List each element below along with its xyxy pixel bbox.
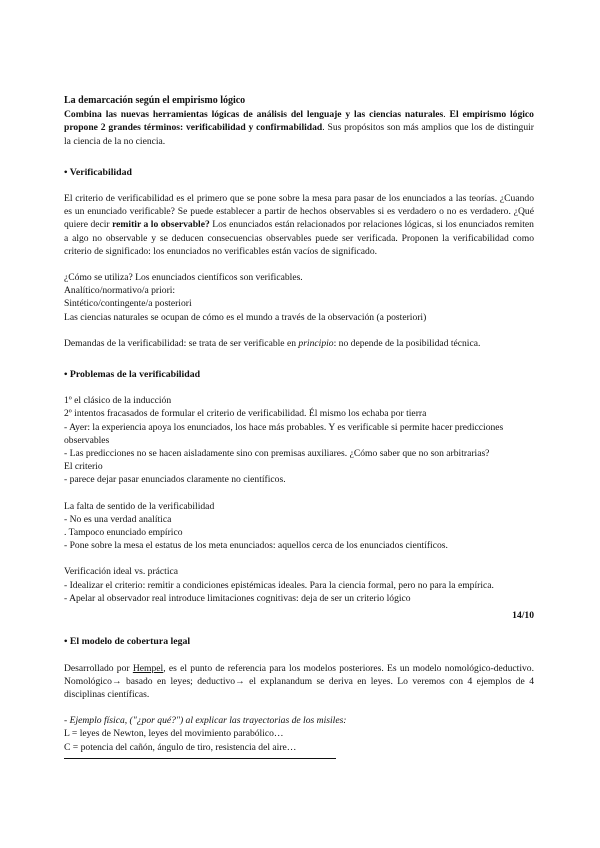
- intro-bold-1: Combina las nuevas herramientas lógicas de análisis del lenguaje y las ciencias naturales: [64, 109, 444, 121]
- text-line: La falta de sentido de la verificabilidad: [64, 500, 215, 512]
- document-body: [64, 94, 534, 759]
- section-heading-verificabilidad: • Verificabilidad: [64, 166, 132, 178]
- intro-rest: . Sus propósitos son más amplios que los de distinguir la ciencia de la no ciencia.: [64, 122, 534, 147]
- text-line: . Tampoco enunciado empírico: [64, 527, 183, 539]
- text-line: Verificación ideal vs. práctica: [64, 566, 179, 578]
- intro-bold-2: El empirismo lógico propone 2 grandes términos: verificabilidad y confirmabilidad: [64, 109, 534, 134]
- italic-span: - Ejemplo física, ("¿por qué?") al explicar las trayectorias de los misiles:: [64, 715, 347, 727]
- text-line: - Las predicciones no se hacen aisladamente sino con premisas auxiliares. ¿Cómo saber que no son arbitrarias?: [64, 448, 490, 460]
- page-number: 14/10: [512, 610, 534, 622]
- cobertura-paragraph: [64, 662, 534, 702]
- text-line: Sintético/contingente/a posteriori: [64, 298, 192, 310]
- text-line: - Apelar al observador real introduce limitaciones cognitivas: deja de ser un criterio lógico: [64, 592, 411, 604]
- section-heading-problemas: • Problemas de la verificabilidad: [64, 369, 201, 381]
- text-line: 2º intentos fracasados de formular el criterio de verificabilidad. Él mismo los echaba por tierra: [64, 408, 427, 420]
- italic-span: principio: [298, 337, 334, 349]
- text-line: - Pone sobre la mesa el estatus de los meta enunciados: aquellos cerca de los enunciados científicos.: [64, 540, 448, 552]
- para-text: El criterio de verificabilidad es el primero que se pone sobre la mesa para pasar de los enunciados a las teorías. ¿Cuando es un enunciado verificable? Se puede establecer a partir de hechos observables si es verdadero o no es verdadero. ¿Qué quiere decir: [64, 193, 534, 231]
- example-line: [64, 714, 534, 727]
- text-line: El criterio: [64, 461, 103, 473]
- hempel-underlined: Hempel: [132, 662, 164, 674]
- text-line: C = potencia del cañón, ángulo de tiro, resistencia del aire…: [64, 741, 297, 753]
- text-span: Demandas de la verificabilidad: se trata de ser verificable en: [64, 337, 299, 349]
- intro-paragraph: Combina las nuevas herramientas lógicas de análisis del lenguaje y las ciencias naturales. El empirismo lógico propone 2 grandes términos: verificabilidad y confirmabilidad. Sus propósitos son más amplios que los de distinguir la ciencia de la no ciencia.: [64, 109, 534, 147]
- horizontal-rule: [64, 758, 336, 759]
- text-line: - No es una verdad analítica: [64, 513, 172, 525]
- para-bold: remitir a lo observable?: [112, 219, 210, 231]
- text-line: L = leyes de Newton, leyes del movimiento parabólico…: [64, 728, 284, 740]
- doc-title: La demarcación según el empirismo lógico: [64, 95, 246, 106]
- text-line: Las ciencias naturales se ocupan de cómo es el mundo a través de la observación (a posteriori): [64, 311, 427, 323]
- section-heading-cobertura-legal: • El modelo de cobertura legal: [64, 636, 191, 648]
- para-text: Desarrollado por: [64, 662, 133, 674]
- text-line: - Idealizar el criterio: remitir a condiciones epistémicas ideales. Para la ciencia formal, pero no para la empírica.: [64, 579, 494, 591]
- para-text: Los enunciados están relacionados por relaciones lógicas, si los enunciados remiten a algo no observable y se deducen consecuencias observables puede ser verificada. Proponen la verificabilidad como criterio de significado: los enunciados no verificables están vacíos de significado.: [64, 219, 534, 257]
- text-line: - parece dejar pasar enunciados claramente no científicos.: [64, 474, 286, 486]
- text-line: ¿Cómo se utiliza? Los enunciados científicos son verificables.: [64, 272, 303, 284]
- text-line: - Ayer: la experiencia apoya los enunciados, los hace más probables. Y es verificable si permite hacer predicciones observables: [64, 421, 504, 446]
- text-line: Analítico/normativo/a priori:: [64, 285, 176, 297]
- demandas-line: [64, 337, 534, 350]
- para-text: , es el punto de referencia para los modelos posteriores. Es un modelo nomológico-deductivo. Nomológico→ basado en leyes; deductivo→ el explanandum se deriva en leyes. Lo veremos con 4 ejemplos de 4 disciplinas científicas.: [64, 662, 534, 700]
- text-span: : no depende de la posibilidad técnica.: [333, 337, 481, 349]
- verificabilidad-paragraph: [64, 192, 534, 258]
- text-line: 1º el clásico de la inducción: [64, 395, 172, 407]
